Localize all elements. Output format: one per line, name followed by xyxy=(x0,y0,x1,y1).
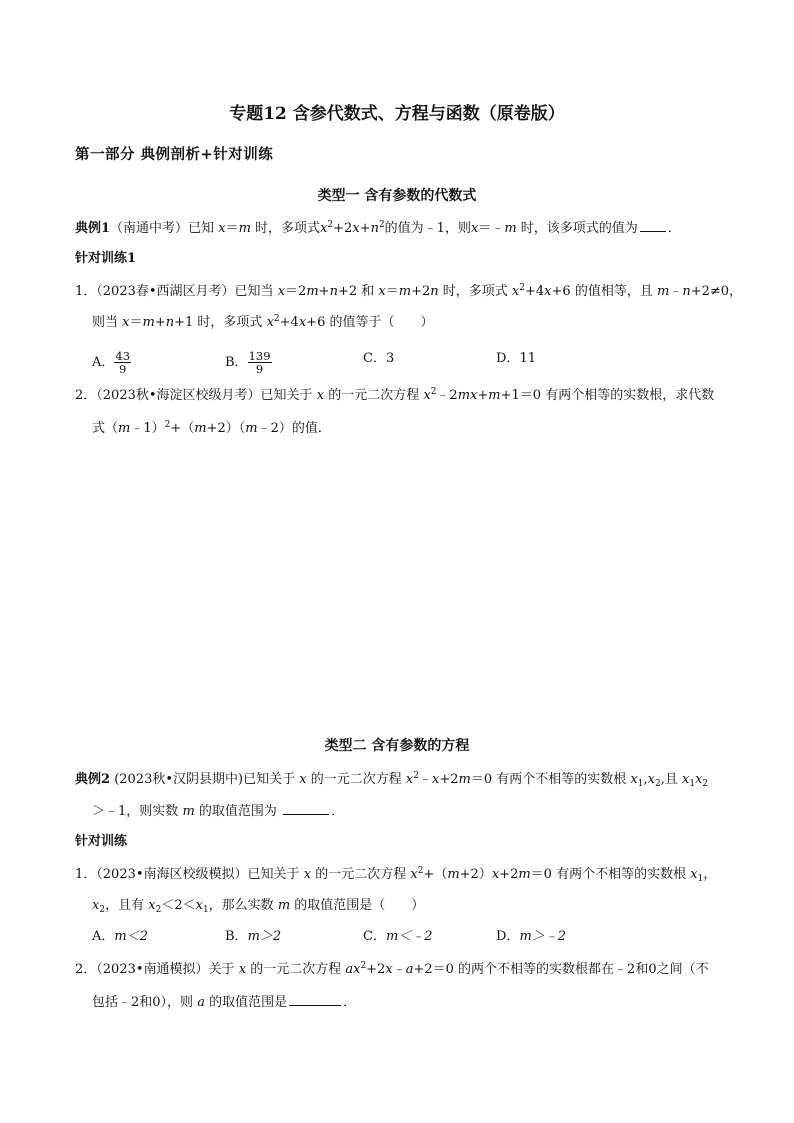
answer-blank[interactable] xyxy=(283,802,329,815)
training-label-1: 针对训练1 xyxy=(75,251,137,266)
training-label-2: 针对训练 xyxy=(75,834,128,849)
question-2-2-line1: 2．（2023•南通模拟）关于 x 的一元二次方程 $ax^2+2x﹣a+2=0$ 的两个不相等的实数根都在﹣2和0之间（不 xyxy=(75,961,709,977)
question-2-1-line1: 1．（2023•南海区校级模拟）已知关于 x 的一元二次方程 $x^2+(m+2)x+2m=0$ 有两个不相等的实数根 $x_1$， xyxy=(75,866,717,884)
question-1-1-line2: 则当 x＝m+n+1 时，多项式 $x^2+4x+6$ 的值等于（ ） xyxy=(92,314,434,330)
option-a[interactable]: A．m＜2 xyxy=(92,929,148,944)
example-1: 典例1（南通中考）已知 x＝m 时，多项式$x^2+2x+n^2$的值为﹣1，则x＝﹣m 时，该多项式的值为 ． xyxy=(75,220,681,236)
answer-blank[interactable] xyxy=(640,219,666,232)
option-c[interactable]: C．3 xyxy=(363,351,395,366)
option-c[interactable]: C．m＜﹣2 xyxy=(363,929,433,944)
example-label: 典例1 xyxy=(75,221,111,236)
question-2-2-line2: 包括﹣2和0），则 a 的取值范围是 ． xyxy=(92,995,357,1010)
option-d[interactable]: D．m＞﹣2 xyxy=(496,929,567,944)
option-d[interactable]: D．11 xyxy=(496,351,536,366)
example-2-line1: 典例2 (2023秋•汉阴县期中)已知关于 x 的一元二次方程 $x^2﹣x+2m=0$ 有两个不相等的实数根 $x_1,x_2$,且 $x_1x_2$ xyxy=(75,771,709,789)
example-label: 典例2 xyxy=(75,772,111,787)
section-heading-2: 类型二 含有参数的方程 xyxy=(324,738,470,754)
answer-blank[interactable] xyxy=(289,993,341,1006)
question-2-1-line2: $x_2$，且有 $x_2<2<x_1$，那么实数 m 的取值范围是（ ） xyxy=(92,898,425,915)
option-b[interactable]: B．m＞2 xyxy=(225,929,282,944)
part-heading: 第一部分 典例剖析+针对训练 xyxy=(75,146,274,163)
question-1-2-line1: 2．（2023秋•海淀区校级月考）已知关于 x 的一元二次方程 $x^2﹣2mx+m+1=0$ 有两个相等的实数根，求代数 xyxy=(75,387,715,403)
page-title: 专题12 含参代数式、方程与函数（原卷版） xyxy=(229,104,565,124)
option-a[interactable]: A． $\frac{43}{9}$ xyxy=(92,349,131,376)
question-1-2-line2: 式（m﹣1）$^2$+（m+2）（m﹣2）的值． xyxy=(92,420,331,436)
section-heading-1: 类型一 含有参数的代数式 xyxy=(317,188,477,204)
question-1-1-line1: 1．（2023春•西湖区月考）已知当 x＝2m+n+2 和 x＝m+2n 时，多项式 $x^2+4x+6$ 的值相等，且 m﹣n+2≠0， xyxy=(75,283,743,299)
option-b[interactable]: B． $\frac{139}{9}$ xyxy=(225,349,271,376)
example-2-line2: ＞﹣1，则实数 m 的取值范围为 ． xyxy=(92,804,345,819)
